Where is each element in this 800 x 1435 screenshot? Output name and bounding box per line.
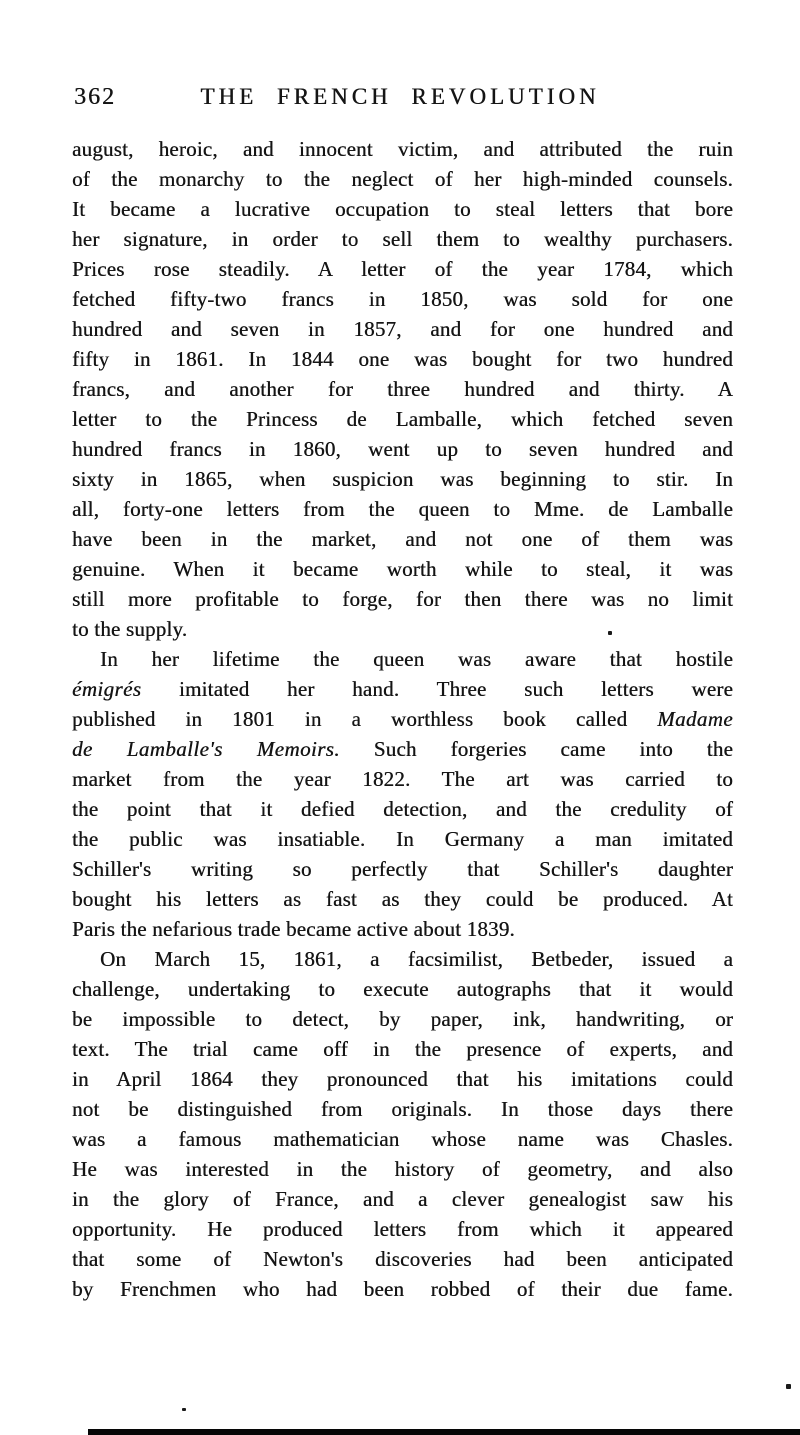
text-line: Prices rose steadily. A letter of the year 1784, which xyxy=(72,257,733,281)
text-line: challenge, undertaking to execute autographs that it would xyxy=(72,977,733,1001)
page-title: THE FRENCH REVOLUTION xyxy=(200,84,600,109)
text-line: sixty in 1865, when suspicion was beginning to stir. In xyxy=(72,467,733,491)
text-line: august, heroic, and innocent victim, and attributed the ruin xyxy=(72,137,733,161)
scan-speck xyxy=(608,631,612,635)
text-line: fetched fifty-two francs in 1850, was sold for one xyxy=(72,287,733,311)
scan-speck xyxy=(182,1408,186,1411)
paragraph-1 xyxy=(72,134,733,644)
text-line: all, forty-one letters from the queen to Mme. de Lamballe xyxy=(72,497,733,521)
text-line: Schiller's writing so perfectly that Schiller's daughter xyxy=(72,857,733,881)
scan-edge-artifact xyxy=(88,1429,800,1435)
text-line: text. The trial came off in the presence of experts, and xyxy=(72,1037,733,1061)
text-line: On March 15, 1861, a facsimilist, Betbeder, issued a xyxy=(100,947,733,971)
text-line: letter to the Princess de Lamballe, which fetched seven xyxy=(72,407,733,431)
text-line: opportunity. He produced letters from which it appeared xyxy=(72,1217,733,1241)
text-line: hundred and seven in 1857, and for one hundred and xyxy=(72,317,733,341)
text-line: by Frenchmen who had been robbed of their due fame. xyxy=(72,1277,733,1301)
text-line: not be distinguished from originals. In those days there xyxy=(72,1097,733,1121)
text-line: Paris the nefarious trade became active about 1839. xyxy=(72,917,515,941)
text-line: published in 1801 in a worthless book called Madame xyxy=(72,707,733,731)
text-line: that some of Newton's discoveries had been anticipated xyxy=(72,1247,733,1271)
text-line: émigrés imitated her hand. Three such letters were xyxy=(72,677,733,701)
text-line: still more profitable to forge, for then there was no limit xyxy=(72,587,733,611)
text-line: to the supply. xyxy=(72,617,188,641)
text-line: fifty in 1861. In 1844 one was bought for two hundred xyxy=(72,347,733,371)
text-block xyxy=(72,134,733,1304)
paragraph-2 xyxy=(72,644,733,944)
text-line: of the monarchy to the neglect of her high-minded counsels. xyxy=(72,167,733,191)
text-line: market from the year 1822. The art was carried to xyxy=(72,767,733,791)
page-number: 362 xyxy=(74,84,116,110)
text-line: in the glory of France, and a clever genealogist saw his xyxy=(72,1187,733,1211)
text-line: be impossible to detect, by paper, ink, handwriting, or xyxy=(72,1007,733,1031)
text-line: genuine. When it became worth while to steal, it was xyxy=(72,557,733,581)
text-line: the public was insatiable. In Germany a man imitated xyxy=(72,827,733,851)
running-header xyxy=(0,84,800,118)
text-line: In her lifetime the queen was aware that hostile xyxy=(100,647,733,671)
text-line: have been in the market, and not one of them was xyxy=(72,527,733,551)
text-line: de Lamballe's Memoirs. Such forgeries came into the xyxy=(72,737,734,761)
text-line: the point that it defied detection, and the credulity of xyxy=(72,797,733,821)
text-line: hundred francs in 1860, went up to seven hundred and xyxy=(72,437,733,461)
text-line: He was interested in the history of geometry, and also xyxy=(72,1157,733,1181)
text-line: bought his letters as fast as they could be produced. At xyxy=(72,887,733,911)
scan-speck xyxy=(786,1384,791,1389)
text-line: francs, and another for three hundred and thirty. A xyxy=(72,377,733,401)
paragraph-3 xyxy=(72,944,733,1304)
text-line: was a famous mathematician whose name was Chasles. xyxy=(72,1127,733,1151)
text-line: in April 1864 they pronounced that his imitations could xyxy=(72,1067,733,1091)
text-line: her signature, in order to sell them to wealthy purchasers. xyxy=(72,227,733,251)
text-line: It became a lucrative occupation to steal letters that bore xyxy=(72,197,733,221)
